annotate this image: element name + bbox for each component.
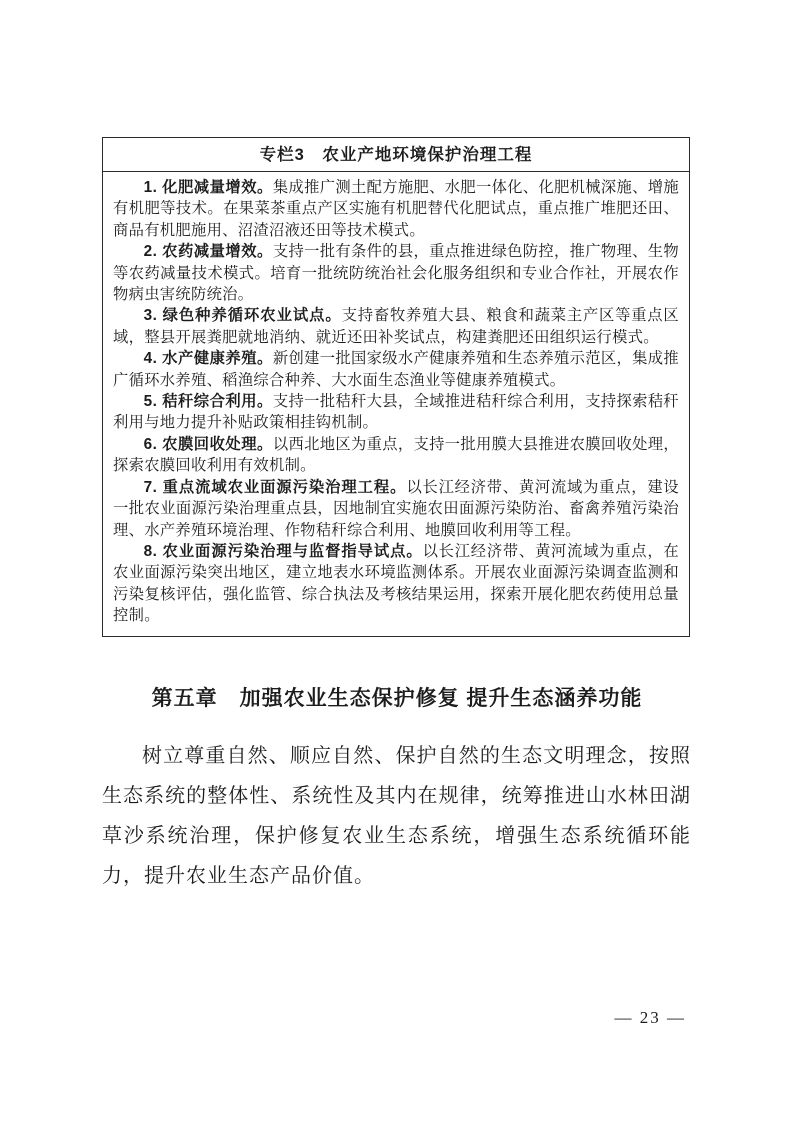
box-item (113, 477, 679, 541)
box-item-lead: 1. 化肥减量增效。 (143, 179, 273, 196)
box-item-text: 以西北地区为重点，支持一批用膜大县推进农膜回收处理，探索农膜回收利用有效机制。 (113, 435, 679, 475)
box-item-lead: 5. 秸秆综合利用。 (143, 393, 273, 411)
box-item (113, 177, 679, 241)
body-paragraph: 树立尊重自然、顺应自然、保护自然的生态文明理念，按照生态系统的整体性、系统性及其内在规律，统筹推进山水林田湖草沙系统治理，保护修复农业生态系统，增强生态系统循环能力，提升农业生态产品价值。 (102, 745, 691, 887)
box-item (113, 541, 679, 627)
box-item-text: 以长江经济带、黄河流域为重点，建设一批农业面源污染治理重点县，因地制宜实施农田面源污染防治、畜禽养殖污染治理、水产养殖环境治理、作物秸秆综合利用、地膜回收利用等工程。 (113, 478, 679, 539)
box-item (113, 241, 679, 305)
callout-box-body (103, 172, 689, 633)
page-number: — 23 — (614, 1008, 686, 1027)
box-item-text: 以长江经济带、黄河流域为重点，在农业面源污染突出地区，建立地表水环境监测体系。开展农业面源污染调查监测和污染复核评估，强化监管、综合执法及考核结果运用，探索开展化肥农药使用总量控制。 (113, 542, 679, 625)
box-item (113, 434, 679, 477)
box-item-text: 支持一批有条件的县，重点推进绿色防控，推广物理、生物等农药减量技术模式。培育一批统防统治社会化服务组织和专业合作社，开展农作物病虫害统防统治。 (113, 243, 679, 304)
box-item-text: 集成推广测土配方施肥、水肥一体化、化肥机械深施、增施有机肥等技术。在果菜茶重点产区实施有机肥替代化肥试点，重点推广堆肥还田、商品有机肥施用、沼渣沼液还田等技术模式。 (113, 179, 679, 239)
box-item (113, 391, 679, 434)
callout-box (102, 137, 690, 637)
box-item (113, 305, 679, 348)
box-item (113, 348, 679, 391)
box-item-lead: 7. 重点流域农业面源污染治理工程。 (143, 478, 407, 496)
callout-box-title: 专栏3 农业产地环境保护治理工程 (103, 138, 689, 172)
box-item-lead: 2. 农药减量增效。 (143, 243, 273, 261)
box-item-lead: 6. 农膜回收处理。 (143, 435, 273, 453)
box-item-text: 新创建一批国家级水产健康养殖和生态养殖示范区，集成推广循环水养殖、稻渔综合种养、大水面生态渔业等健康养殖模式。 (113, 350, 679, 389)
chapter-heading: 第五章 加强农业生态保护修复 提升生态涵养功能 (151, 687, 643, 710)
box-item-lead: 3. 绿色种养循环农业试点。 (143, 307, 342, 325)
box-item-text: 支持一批秸秆大县，全域推进秸秆综合利用，支持探索秸秆利用与地力提升补贴政策相挂钩机制。 (113, 393, 679, 432)
box-item-lead: 8. 农业面源污染治理与监督指导试点。 (143, 542, 423, 560)
box-item-lead: 4. 水产健康养殖。 (143, 350, 273, 368)
box-item-text: 支持畜牧养殖大县、粮食和蔬菜主产区等重点区域，整县开展粪肥就地消纳、就近还田补奖试点，构建粪肥还田组织运行模式。 (113, 307, 679, 346)
